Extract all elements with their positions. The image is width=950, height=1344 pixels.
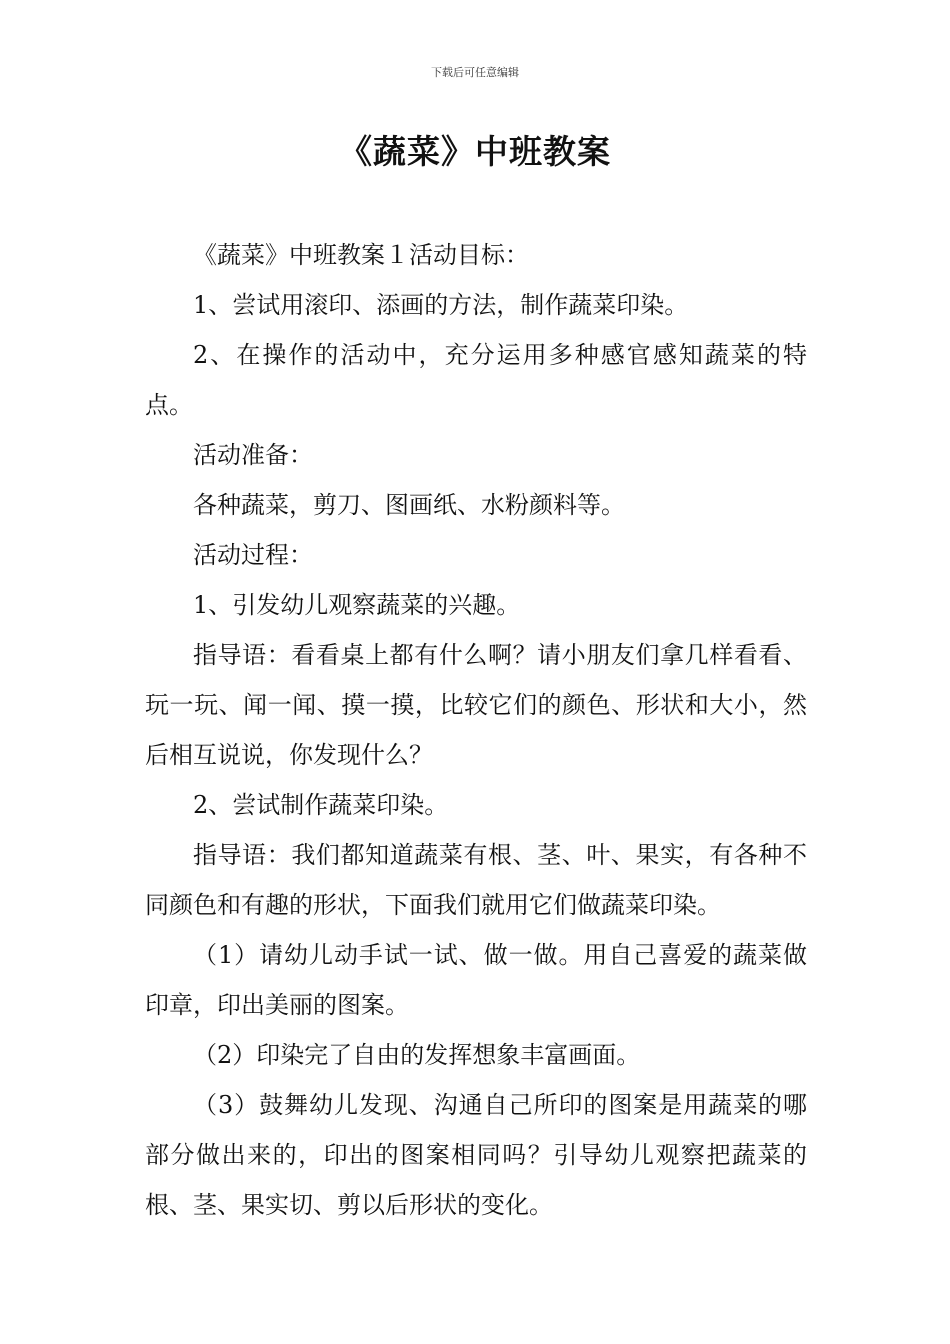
- paragraph-preparation-heading: 活动准备：: [193, 441, 313, 469]
- paragraph-substep-1: （1）请幼儿动手试一试、做一做。用自己喜爱的蔬菜做印章，印出美丽的图案。: [145, 941, 807, 1019]
- paragraph-preparation-materials: 各种蔬菜，剪刀、图画纸、水粉颜料等。: [193, 491, 625, 519]
- paragraph-activity-goals-heading: 《蔬菜》中班教案１活动目标：: [193, 241, 529, 269]
- paragraph-process-heading: 活动过程：: [193, 541, 313, 569]
- paragraph-guidance-1: 指导语：看看桌上都有什么啊？请小朋友们拿几样看看、玩一玩、闻一闻、摸一摸，比较它们的颜色、形状和大小，然后相互说说，你发现什么？: [145, 641, 807, 769]
- paragraph-substep-3: （3）鼓舞幼儿发现、沟通自己所印的图案是用蔬菜的哪部分做出来的，印出的图案相同吗？引导幼儿观察把蔬菜的根、茎、果实切、剪以后形状的变化。: [145, 1091, 807, 1219]
- paragraph-substep-2: （2）印染完了自由的发挥想象丰富画面。: [193, 1041, 641, 1069]
- document-title: 《蔬菜》中班教案: [339, 132, 611, 171]
- paragraph-step-1: 1、引发幼儿观察蔬菜的兴趣。: [193, 591, 521, 619]
- page-header-note: 下载后可任意编辑: [431, 66, 519, 79]
- paragraph-goal-1: 1、尝试用滚印、添画的方法，制作蔬菜印染。: [193, 291, 689, 319]
- paragraph-guidance-2: 指导语：我们都知道蔬菜有根、茎、叶、果实，有各种不同颜色和有趣的形状，下面我们就用它们做蔬菜印染。: [145, 841, 807, 919]
- document-body: [145, 230, 807, 1230]
- paragraph-goal-2: 2、在操作的活动中，充分运用多种感官感知蔬菜的特点。: [145, 341, 807, 419]
- paragraph-step-2: 2、尝试制作蔬菜印染。: [193, 791, 449, 819]
